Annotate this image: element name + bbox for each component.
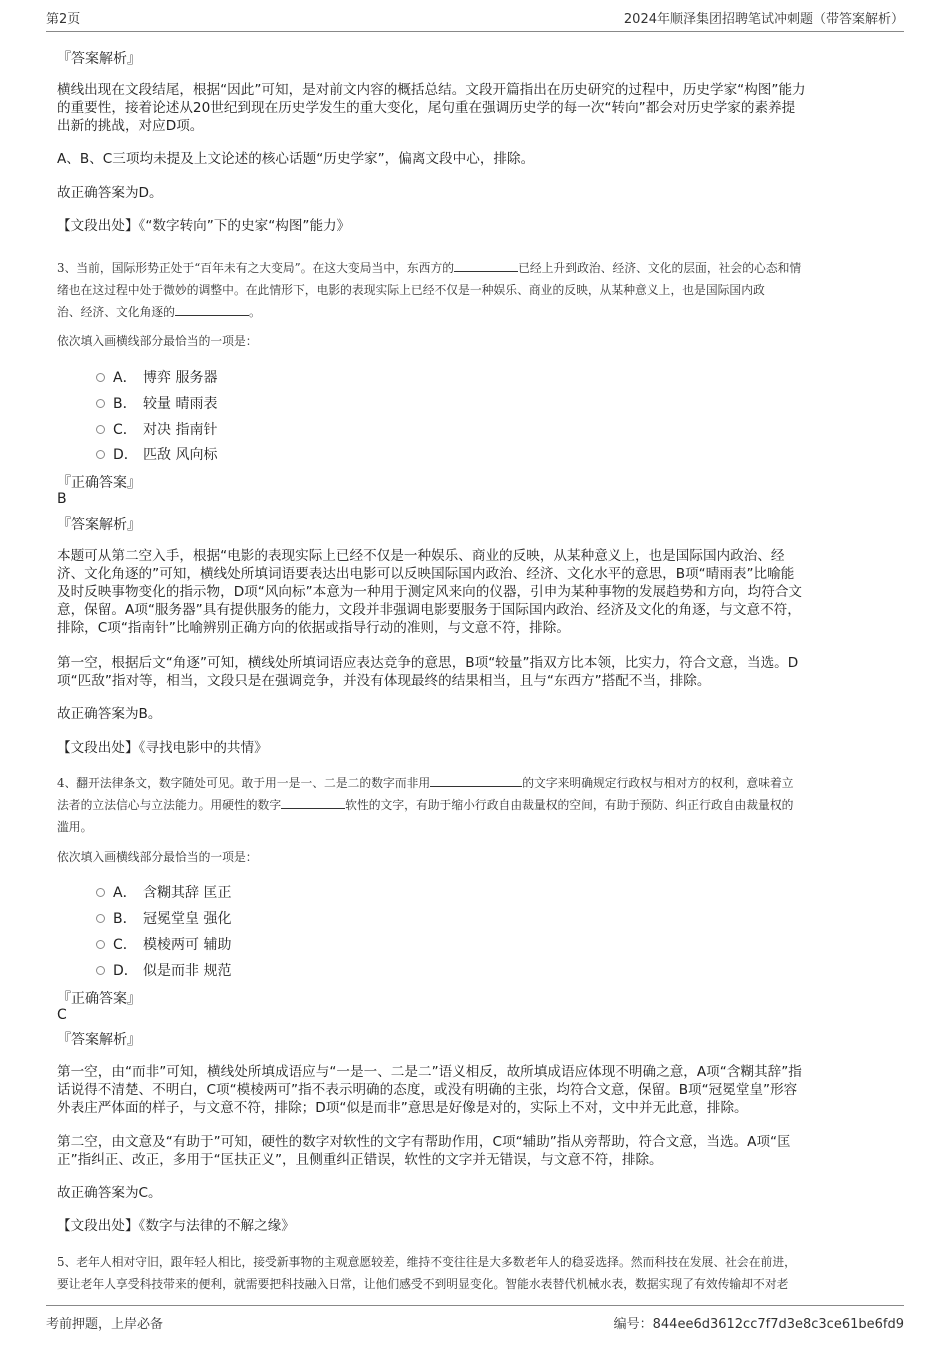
- option-a[interactable]: A． 含糊其辞 匡正: [96, 882, 231, 902]
- fill-blank: [430, 774, 522, 787]
- correct-answer-label: 『正确答案』: [57, 991, 141, 1007]
- analysis-paragraph: 横线出现在文段结尾，根据“因此”可知，是对前文内容的概括总结。文段开篇指出在历史研究的过程中，历史学家“构图”能力 的重要性，接着论述从20世纪到现在历史学发生的重大变化，尾句重在强调历史学的每一次“转向”都会对历史学家的素养提 出新的挑战，对应D项。: [57, 82, 806, 134]
- document-code: 编号：844ee6d3612cc7f7d3e8c3ce61be6fd9: [613, 1317, 904, 1332]
- radio-icon[interactable]: [96, 888, 105, 897]
- analysis-paragraph: 第一空，根据后文“角逐”可知，横线处所填词语应表达竞争的意思，B项“较量”指双方比本领，比实力，符合文意，当选。D 项“匹敌”指对等，相当，文段只是在强调竞争，并没有体现最终的结果相当，且与“东西方”搭配不当，排除。: [57, 655, 799, 689]
- radio-icon[interactable]: [96, 450, 105, 459]
- analysis-conclusion: 故正确答案为D。: [57, 185, 163, 201]
- page-header: [46, 8, 904, 28]
- option-a[interactable]: A． 博弈 服务器: [96, 367, 217, 387]
- option-d[interactable]: D． 匹敌 风向标: [96, 444, 217, 464]
- page-footer: [46, 1313, 904, 1333]
- question-5-stem: 5、老年人相对守旧，跟年轻人相比，接受新事物的主观意愿较差，维持不变往往是大多数老年人的稳妥选择。然而科技在发展、社会在前进， 要让老年人享受科技带来的便利，就需要把科技融入日常，让他们感受不到明显变化。智能水表替代机械水表，数据实现了有效传输却不对老: [57, 1255, 796, 1291]
- radio-icon[interactable]: [96, 373, 105, 382]
- fill-blank: [281, 796, 345, 809]
- radio-icon[interactable]: [96, 940, 105, 949]
- source-citation: 【文段出处】《寻找电影中的共情》: [57, 740, 268, 756]
- correct-answer: B: [57, 491, 67, 507]
- correct-answer-label: 『正确答案』: [57, 475, 141, 491]
- analysis-paragraph: A、B、C三项均未提及上文论述的核心话题“历史学家”，偏离文段中心，排除。: [57, 151, 535, 167]
- correct-answer: C: [57, 1007, 67, 1023]
- analysis-label: 『答案解析』: [57, 1032, 141, 1048]
- radio-icon[interactable]: [96, 966, 105, 975]
- footer-divider: [46, 1305, 904, 1306]
- source-citation: 【文段出处】《“数字转向”下的史家“构图”能力》: [57, 218, 351, 234]
- fill-blank: [175, 303, 249, 316]
- radio-icon[interactable]: [96, 914, 105, 923]
- option-c[interactable]: C． 对决 指南针: [96, 419, 217, 439]
- option-b[interactable]: B． 较量 晴雨表: [96, 393, 217, 413]
- analysis-conclusion: 故正确答案为B。: [57, 706, 162, 722]
- fill-prompt: 依次填入画横线部分最恰当的一项是：: [57, 850, 258, 864]
- document-title: 2024年顺泽集团招聘笔试冲刺题（带答案解析）: [623, 12, 904, 27]
- header-divider: [46, 31, 904, 32]
- analysis-paragraph: 本题可从第二空入手，根据“电影的表现实际上已经不仅是一种娱乐、商业的反映，从某种意义上，也是国际国内政治、经 济、文化角逐的”可知，横线处所填词语要表达出电影可以反映国际国内政治、经济、文化水平的意思，B项“晴雨表”比喻能 及时反映事物变化的指示物，D项“风向标”本意为一种用于测定风来向的仪器，引申为某种事物的发展趋势和方向，均符合文 意，保留。A项“服务器”具有提供服务的能力，文段并非强调电影要服务于国际国内政治、经济及文化的角逐，与文意不符， 排除，C项“指南针”比喻辨别正确方向的依据或指导行动的准则，与文意不符，排除。: [57, 548, 803, 636]
- radio-icon[interactable]: [96, 399, 105, 408]
- footer-slogan: 考前押题，上岸必备: [46, 1317, 164, 1332]
- radio-icon[interactable]: [96, 425, 105, 434]
- question-4-stem: 4、翻开法律条文，数字随处可见。敢于用一是一、二是二的数字而非用 的文字来明确规定行政权与相对方的权利，意味着立 法者的立法信心与立法能力。用硬性的数字 软性的文字，有助于缩小行政自由裁量权的空间，有助于预防、纠正行政自由裁量权的 滥用。: [57, 776, 794, 834]
- option-d[interactable]: D． 似是而非 规范: [96, 960, 231, 980]
- fill-prompt: 依次填入画横线部分最恰当的一项是：: [57, 334, 258, 348]
- analysis-conclusion: 故正确答案为C。: [57, 1185, 162, 1201]
- analysis-label: 『答案解析』: [57, 517, 141, 533]
- analysis-label: 『答案解析』: [57, 51, 141, 67]
- analysis-paragraph: 第一空，由“而非”可知，横线处所填成语应与“一是一、二是二”语义相反，故所填成语应体现不明确之意，A项“含糊其辞”指 话说得不清楚、不明白，C项“模棱两可”指不表示明确的态度，或没有明确的主张，均符合文意，保留。B项“冠冕堂皇”形容 外表庄严体面的样子，与文意不符，排除；D项“似是而非”意思是好像是对的，实际上不对，文中并无此意，排除。: [57, 1064, 802, 1116]
- fill-blank: [454, 259, 518, 272]
- option-c[interactable]: C． 模棱两可 辅助: [96, 934, 231, 954]
- analysis-paragraph: 第二空，由文意及“有助于”可知，硬性的数字对软性的文字有帮助作用，C项“辅助”指从旁帮助，符合文意，当选。A项“匡 正”指纠正、改正，多用于“匡扶正义”，且侧重纠正错误，软性的文字并无错误，与文意不符，排除。: [57, 1134, 791, 1168]
- page-number: 第2页: [46, 12, 81, 27]
- option-b[interactable]: B． 冠冕堂皇 强化: [96, 908, 231, 928]
- question-3-stem: 3、当前，国际形势正处于“百年未有之大变局”。在这大变局当中，东西方的 已经上升到政治、经济、文化的层面，社会的心态和情 绪也在这过程中处于微妙的调整中。在此情形下，电影的表现实际上已经不仅是一种娱乐、商业的反映，从某种意义上，也是国际国内政 治、经济、文化角逐的 。: [57, 261, 802, 319]
- source-citation: 【文段出处】《数字与法律的不解之缘》: [57, 1218, 295, 1234]
